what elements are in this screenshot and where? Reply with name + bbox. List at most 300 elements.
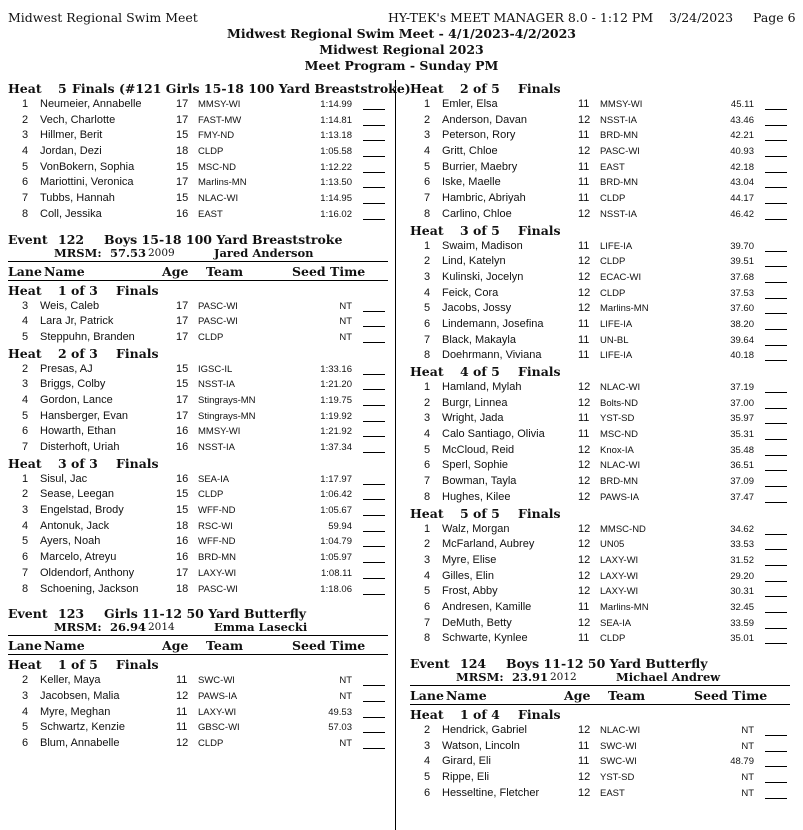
swimmer-age: 15 xyxy=(176,488,189,501)
record-label: MRSM: xyxy=(54,620,102,635)
seed-time: 1:33.16 xyxy=(320,363,352,375)
team-code: EAST xyxy=(198,208,223,220)
result-blank-line xyxy=(363,452,385,453)
col-lane: Lane xyxy=(410,688,444,703)
swimmer-age: 17 xyxy=(176,299,189,312)
result-blank-line xyxy=(765,486,787,487)
result-blank-line xyxy=(363,421,385,422)
result-blank-line xyxy=(363,578,385,579)
swimmer-name: Engelstad, Brody xyxy=(40,504,124,517)
swimmer-age: 15 xyxy=(176,504,189,517)
swimmer-age: 11 xyxy=(578,317,590,330)
entry-row xyxy=(410,113,790,129)
result-blank-line xyxy=(765,470,787,471)
entry-row xyxy=(410,97,790,113)
col-team: Team xyxy=(206,638,244,654)
spacer xyxy=(8,597,388,604)
swimmer-name: Disterhoft, Uriah xyxy=(40,441,120,453)
seed-time: 57.03 xyxy=(328,722,352,734)
swimmer-age: 12 xyxy=(578,207,591,220)
column-headers xyxy=(8,636,388,655)
entry-row xyxy=(410,490,790,506)
entry-row xyxy=(410,723,790,739)
entry-row xyxy=(8,362,388,378)
col-age: Age xyxy=(564,688,591,703)
entry-row xyxy=(410,553,790,569)
swimmer-name: Rippe, Eli xyxy=(442,771,490,784)
swimmer-age: 15 xyxy=(176,378,189,391)
swimmer-name: Frost, Abby xyxy=(442,585,498,598)
team-code: LAXY-WI xyxy=(198,706,237,718)
team-code: BRD-MN xyxy=(600,177,638,189)
lane-number: 2 xyxy=(22,488,29,501)
entry-row xyxy=(8,503,388,519)
result-blank-line xyxy=(765,766,787,767)
team-code: SWC-WI xyxy=(198,675,235,687)
heat-number: 2 of 3 xyxy=(58,345,98,361)
seed-time: 1:19.75 xyxy=(320,394,352,406)
team-code: PASC-WI xyxy=(198,316,238,328)
swimmer-age: 17 xyxy=(176,113,189,126)
entry-row xyxy=(410,474,790,490)
software-page-header: HY-TEK's MEET MANAGER 8.0 - 1:12 PM 3/24/2023 Page 6 xyxy=(388,10,796,25)
team-code: RSC-WI xyxy=(198,520,233,532)
lane-number: 5 xyxy=(22,409,29,422)
seed-time: 39.70 xyxy=(730,240,754,252)
result-blank-line xyxy=(765,502,787,503)
swimmer-age: 11 xyxy=(578,428,590,441)
seed-time: 46.42 xyxy=(730,208,754,220)
team-code: PAWS-IA xyxy=(600,491,640,503)
lane-number: 4 xyxy=(22,393,29,406)
swimmer-name: Sease, Leegan xyxy=(40,488,115,501)
seed-time: 59.94 xyxy=(328,520,352,532)
heat-header xyxy=(8,81,411,97)
lane-number: 5 xyxy=(424,160,431,173)
swimmer-name: Girard, Eli xyxy=(442,755,491,768)
entry-row xyxy=(8,330,388,346)
result-blank-line xyxy=(363,326,385,327)
lane-number: 6 xyxy=(424,176,431,189)
swimmer-age: 17 xyxy=(176,176,189,189)
seed-time: 1:17.97 xyxy=(320,473,352,485)
entry-row xyxy=(8,377,388,393)
swimmer-age: 12 xyxy=(578,443,591,456)
result-blank-line xyxy=(765,408,787,409)
heat-word: Heat xyxy=(8,345,42,361)
lane-number: 4 xyxy=(424,145,431,158)
swimmer-name: Wright, Jada xyxy=(442,412,504,425)
entry-row xyxy=(410,631,790,647)
seed-time: 1:12.22 xyxy=(320,161,352,173)
team-code: CLDP xyxy=(198,489,224,501)
team-code: NLAC-WI xyxy=(600,725,641,736)
team-code: LAXY-WI xyxy=(600,554,639,566)
seed-time: NT xyxy=(339,300,352,312)
result-blank-line xyxy=(765,798,787,799)
team-code: BRD-MN xyxy=(198,552,236,564)
entry-row xyxy=(410,616,790,632)
swimmer-age: 16 xyxy=(176,425,189,438)
team-code: BRD-MN xyxy=(600,476,638,488)
swimmer-age: 12 xyxy=(578,786,591,799)
entry-row xyxy=(410,239,790,255)
seed-time: NT xyxy=(339,690,352,702)
heat-number: 5 of 5 xyxy=(460,505,500,521)
seed-time: 39.51 xyxy=(730,256,754,268)
swimmer-age: 12 xyxy=(578,771,591,784)
result-blank-line xyxy=(765,455,787,456)
heat-header xyxy=(8,657,388,673)
swimmer-age: 11 xyxy=(578,632,590,645)
heat-label: Finals (#121 Girls 15-18 100 Yard Breaststroke) xyxy=(72,81,411,96)
lane-number: 3 xyxy=(424,129,431,142)
record-time: 26.94 xyxy=(110,620,147,635)
seed-time: 32.45 xyxy=(730,601,754,613)
lane-number: 4 xyxy=(424,569,431,582)
swimmer-name: Marcelo, Atreyu xyxy=(40,551,117,564)
record-year: 2014 xyxy=(148,621,175,634)
swimmer-name: Hughes, Kilee xyxy=(442,490,511,503)
col-seed: Seed Time xyxy=(694,688,768,703)
entry-row xyxy=(8,582,388,598)
swimmer-name: Coll, Jessika xyxy=(40,207,102,220)
swimmer-name: Burgr, Linnea xyxy=(442,396,508,409)
heat-label: Finals xyxy=(116,657,159,673)
entry-row xyxy=(8,393,388,409)
swimmer-name: Swaim, Madison xyxy=(442,239,523,252)
lane-number: 8 xyxy=(22,207,29,220)
seed-time: 40.18 xyxy=(730,350,754,362)
swimmer-age: 11 xyxy=(578,98,590,110)
swimmer-name: Neumeier, Annabelle xyxy=(40,98,142,110)
swimmer-name: Feick, Cora xyxy=(442,286,499,299)
seed-time: 43.46 xyxy=(730,114,754,126)
seed-time: 1:13.18 xyxy=(320,130,352,142)
entry-row xyxy=(410,537,790,553)
result-blank-line xyxy=(363,562,385,563)
heat-number: 1 of 5 xyxy=(58,657,98,673)
entry-row xyxy=(8,160,388,176)
seed-time: 1:21.92 xyxy=(320,426,352,438)
swimmer-name: Schwartz, Kenzie xyxy=(40,721,125,734)
result-blank-line xyxy=(765,298,787,299)
seed-time: 35.97 xyxy=(730,413,754,425)
seed-time: 1:05.97 xyxy=(320,552,352,564)
lane-number: 1 xyxy=(424,522,431,535)
lane-number: 2 xyxy=(424,255,431,268)
entry-row xyxy=(8,113,388,129)
heat-label: Finals xyxy=(116,282,159,298)
swimmer-age: 12 xyxy=(578,490,591,503)
swimmer-name: Howarth, Ethan xyxy=(40,425,116,438)
meet-name-header: Midwest Regional Swim Meet xyxy=(8,10,198,25)
swimmer-age: 15 xyxy=(176,129,189,142)
team-code: FAST-MW xyxy=(198,114,242,126)
left-column xyxy=(8,81,411,752)
lane-number: 4 xyxy=(424,428,431,441)
swimmer-age: 12 xyxy=(578,381,591,393)
heat-header xyxy=(410,506,790,522)
seed-time: 1:04.79 xyxy=(320,536,352,548)
result-blank-line xyxy=(363,342,385,343)
swimmer-name: Hansberger, Evan xyxy=(40,409,129,422)
result-blank-line xyxy=(363,203,385,204)
team-code: LIFE-IA xyxy=(600,350,633,362)
entry-row xyxy=(410,286,790,302)
swimmer-name: Vech, Charlotte xyxy=(40,113,116,126)
lane-number: 4 xyxy=(424,286,431,299)
lane-number: 8 xyxy=(22,582,29,595)
entry-row xyxy=(410,144,790,160)
event-word: Event xyxy=(8,606,48,622)
lane-number: 2 xyxy=(424,538,431,551)
lane-number: 3 xyxy=(424,553,431,566)
team-code: SWC-WI xyxy=(600,756,637,768)
spacer xyxy=(410,647,790,654)
result-blank-line xyxy=(765,628,787,629)
lane-number: 7 xyxy=(424,333,431,346)
heat-label: Finals xyxy=(116,455,159,471)
team-code: NSST-IA xyxy=(198,442,235,453)
team-code: YST-SD xyxy=(600,772,635,784)
result-blank-line xyxy=(363,499,385,500)
result-blank-line xyxy=(765,612,787,613)
swimmer-name: Hendrick, Gabriel xyxy=(442,724,527,736)
swimmer-age: 15 xyxy=(176,192,189,205)
swimmer-name: Bowman, Tayla xyxy=(442,475,517,488)
lane-number: 2 xyxy=(22,113,29,126)
swimmer-name: Doehrmann, Viviana xyxy=(442,349,542,362)
result-blank-line xyxy=(765,782,787,783)
team-code: CLDP xyxy=(198,737,224,749)
col-name: Name xyxy=(44,263,85,279)
seed-time: 1:08.11 xyxy=(321,567,352,579)
swimmer-name: Lind, Katelyn xyxy=(442,255,506,268)
seed-time: 33.53 xyxy=(730,539,754,551)
entry-row xyxy=(410,175,790,191)
seed-time: 37.19 xyxy=(730,382,754,393)
team-code: MMSY-WI xyxy=(600,99,643,110)
swimmer-age: 12 xyxy=(578,113,591,126)
col-name: Name xyxy=(44,638,85,654)
swimmer-age: 17 xyxy=(176,330,189,343)
seed-time: 1:19.92 xyxy=(320,410,352,422)
col-seed: Seed Time xyxy=(292,263,366,279)
entry-row xyxy=(410,396,790,412)
result-blank-line xyxy=(363,717,385,718)
lane-number: 7 xyxy=(424,192,431,205)
lane-number: 4 xyxy=(424,755,431,768)
lane-number: 3 xyxy=(424,270,431,283)
event-header xyxy=(8,604,388,620)
swimmer-name: Jordan, Dezi xyxy=(40,145,102,158)
lane-number: 6 xyxy=(22,551,29,564)
heat-header xyxy=(410,707,790,723)
swimmer-name: Jacobs, Jossy xyxy=(442,302,512,315)
lane-number: 2 xyxy=(22,362,29,375)
entry-row xyxy=(410,207,790,223)
result-blank-line xyxy=(765,266,787,267)
record-holder: Michael Andrew xyxy=(616,670,721,684)
team-code: NSST-IA xyxy=(600,208,637,220)
seed-time: 1:18.06 xyxy=(320,583,352,595)
seed-time: 34.62 xyxy=(730,523,754,535)
lane-number: 6 xyxy=(424,600,431,613)
swimmer-name: Carlino, Chloe xyxy=(442,207,512,220)
result-blank-line xyxy=(765,172,787,173)
result-blank-line xyxy=(363,405,385,406)
heat-label: Finals xyxy=(518,707,561,722)
seed-time: 40.93 xyxy=(730,146,754,158)
lane-number: 5 xyxy=(22,330,29,343)
seed-time: 31.52 xyxy=(730,554,754,566)
lane-number: 3 xyxy=(22,299,29,312)
heat-number: 2 of 5 xyxy=(460,81,500,96)
swimmer-name: McFarland, Aubrey xyxy=(442,538,535,551)
event-header xyxy=(410,654,790,670)
seed-time: 1:05.58 xyxy=(320,146,352,158)
event-number: 122 xyxy=(58,231,85,247)
team-code: ECAC-WI xyxy=(600,271,642,283)
entry-row xyxy=(8,566,388,582)
team-code: LAXY-WI xyxy=(198,567,237,579)
lane-number: 3 xyxy=(424,412,431,425)
swimmer-name: Gilles, Elin xyxy=(442,569,494,582)
record-time: 23.91 xyxy=(512,670,549,684)
team-code: MMSY-WI xyxy=(198,426,241,438)
col-seed: Seed Time xyxy=(292,638,366,654)
team-code: CLDP xyxy=(198,146,224,158)
swimmer-name: Presas, AJ xyxy=(40,362,93,375)
seed-time: 35.01 xyxy=(730,633,754,645)
event-title: Boys 11-12 50 Yard Butterfly xyxy=(506,656,708,671)
swimmer-name: Lara Jr, Patrick xyxy=(40,315,114,328)
team-code: SEA-IA xyxy=(198,473,230,485)
swimmer-age: 12 xyxy=(578,585,591,598)
entry-row xyxy=(410,754,790,770)
result-blank-line xyxy=(765,187,787,188)
result-blank-line xyxy=(765,423,787,424)
seed-time: 37.09 xyxy=(730,476,754,488)
event-word: Event xyxy=(8,231,48,247)
meet-record xyxy=(8,246,388,262)
entry-row xyxy=(410,317,790,333)
lane-number: 3 xyxy=(22,129,29,142)
result-blank-line xyxy=(765,125,787,126)
heat-word: Heat xyxy=(410,81,444,96)
result-blank-line xyxy=(765,581,787,582)
swimmer-name: Sperl, Sophie xyxy=(442,459,509,472)
entry-row xyxy=(410,770,790,786)
team-code: PASC-WI xyxy=(600,146,640,158)
event-number: 124 xyxy=(460,656,487,671)
heat-word: Heat xyxy=(8,282,42,298)
seed-time: 38.20 xyxy=(730,318,754,330)
team-code: CLDP xyxy=(600,256,626,268)
swimmer-age: 16 xyxy=(176,441,189,453)
lane-number: 4 xyxy=(22,315,29,328)
entry-row xyxy=(410,160,790,176)
result-blank-line xyxy=(765,282,787,283)
swimmer-name: Keller, Maya xyxy=(40,674,101,687)
lane-number: 6 xyxy=(22,736,29,749)
swimmer-name: Walz, Morgan xyxy=(442,522,510,535)
event-word: Event xyxy=(410,656,450,671)
lane-number: 2 xyxy=(424,113,431,126)
heat-header xyxy=(410,223,790,239)
entry-row xyxy=(410,380,790,396)
seed-time: 35.48 xyxy=(730,444,754,456)
entry-row xyxy=(410,128,790,144)
swimmer-age: 11 xyxy=(578,192,590,205)
record-holder: Emma Lasecki xyxy=(214,620,308,635)
seed-time: 1:16.02 xyxy=(320,208,352,220)
swimmer-age: 12 xyxy=(578,302,591,315)
team-code: MSC-ND xyxy=(600,429,638,441)
heat-word: Heat xyxy=(8,455,42,471)
team-code: CLDP xyxy=(600,633,626,645)
team-code: PASC-WI xyxy=(198,583,238,595)
swimmer-age: 12 xyxy=(578,616,591,629)
entry-row xyxy=(410,569,790,585)
lane-number: 7 xyxy=(22,441,29,453)
record-label: MRSM: xyxy=(54,245,102,260)
swimmer-age: 16 xyxy=(176,551,189,564)
team-code: WFF-ND xyxy=(198,505,236,517)
entry-row xyxy=(8,440,388,456)
seed-time: 44.17 xyxy=(730,193,754,205)
entry-row xyxy=(8,472,388,488)
swimmer-age: 16 xyxy=(176,535,189,548)
swimmer-age: 15 xyxy=(176,362,189,375)
heat-header xyxy=(8,346,388,362)
seed-time: 1:14.81 xyxy=(320,114,352,126)
swimmer-age: 11 xyxy=(578,239,590,252)
seed-time: NT xyxy=(339,331,352,343)
result-blank-line xyxy=(765,392,787,393)
seed-time: NT xyxy=(741,740,754,752)
result-blank-line xyxy=(765,156,787,157)
result-blank-line xyxy=(765,345,787,346)
lane-number: 5 xyxy=(424,443,431,456)
entry-row xyxy=(410,254,790,270)
swimmer-name: Peterson, Rory xyxy=(442,129,516,142)
team-code: SWC-WI xyxy=(600,740,637,752)
team-code: BRD-MN xyxy=(600,130,638,142)
result-blank-line xyxy=(363,436,385,437)
swimmer-name: Hamland, Mylah xyxy=(442,381,522,393)
heat-label: Finals xyxy=(518,364,561,379)
entry-row xyxy=(410,348,790,364)
seed-time: 37.53 xyxy=(730,287,754,299)
team-code: NLAC-WI xyxy=(198,193,239,205)
team-code: Marlins-MN xyxy=(600,601,649,613)
seed-time: 33.59 xyxy=(730,617,754,629)
entry-row xyxy=(8,144,388,160)
swimmer-name: Schoening, Jackson xyxy=(40,582,139,595)
result-blank-line xyxy=(363,109,385,110)
swimmer-name: VonBokern, Sophia xyxy=(40,160,135,173)
swimmer-name: Myre, Meghan xyxy=(40,705,111,718)
lane-number: 2 xyxy=(424,724,431,736)
swimmer-age: 17 xyxy=(176,409,189,422)
team-code: Marlins-MN xyxy=(600,303,649,315)
swimmer-name: Calo Santiago, Olivia xyxy=(442,428,545,441)
swimmer-age: 11 xyxy=(578,755,590,768)
seed-time: 42.21 xyxy=(730,130,754,142)
entry-row xyxy=(8,705,388,721)
